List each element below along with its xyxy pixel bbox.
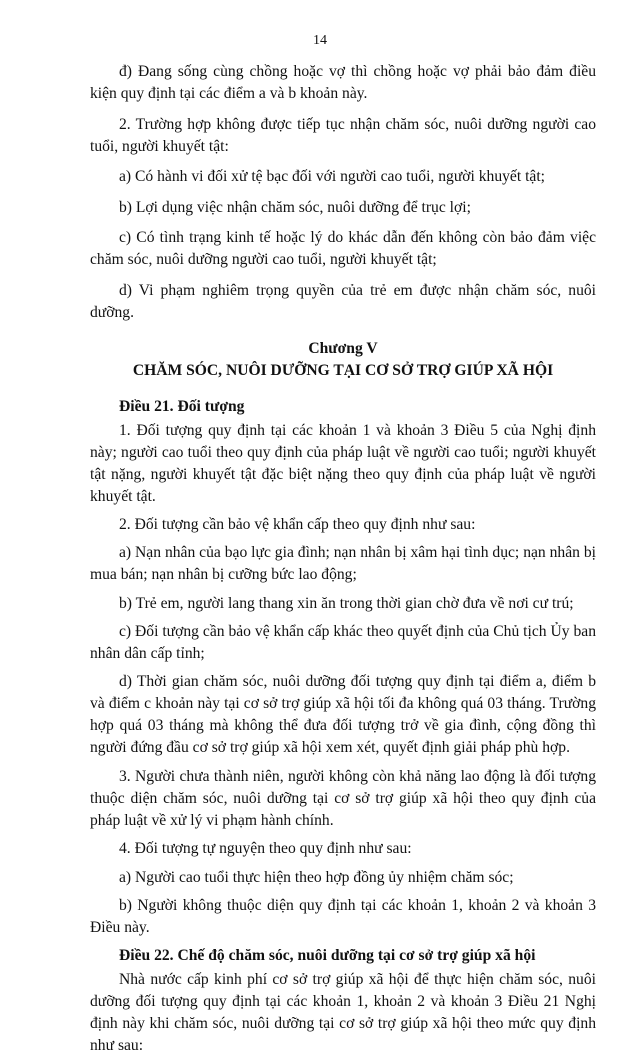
paragraph: Nhà nước cấp kinh phí cơ sở trợ giúp xã hội để thực hiện chăm sóc, nuôi dưỡng đối tượng quy định tại các khoản 1, khoản 2 và khoản 3 Điều 21 Nghị định này khi chăm sóc, nuôi dưỡng tại cơ sở trợ giúp xã hội theo mức quy định như sau: <box>90 971 596 1055</box>
paragraph: a) Có hành vi đối xử tệ bạc đối với người cao tuổi, người khuyết tật; <box>119 168 546 185</box>
paragraph: 2. Đối tượng cần bảo vệ khẩn cấp theo quy định như sau: <box>119 515 476 533</box>
document-body <box>90 61 596 1064</box>
paragraph: 2. Trường hợp không được tiếp tục nhận chăm sóc, nuôi dưỡng người cao tuổi, người khuyết tật: <box>90 115 596 155</box>
paragraph: đ) Đang sống cùng chồng hoặc vợ thì chồng hoặc vợ phải bảo đảm điều kiện quy định tại các điểm a và b khoản này. <box>90 63 596 102</box>
paragraph: b) Lợi dụng việc nhận chăm sóc, nuôi dưỡng để trục lợi; <box>119 198 471 216</box>
paragraph: d) Thời gian chăm sóc, nuôi dưỡng đối tượng quy định tại điểm a, điểm b và điểm c khoản này tại cơ sở trợ giúp xã hội tối đa không quá 03 tháng. Trường hợp quá 03 tháng mà không thể đưa đối tượng trở về gia đình, cộng đồng thì người đứng đầu cơ sở trợ giúp xã hội xem xét, quyết định giải pháp phù hợp. <box>90 673 596 757</box>
paragraph: c) Đối tượng cần bảo vệ khẩn cấp khác theo quyết định của Chủ tịch Ủy ban nhân dân cấp tỉnh; <box>90 623 596 663</box>
paragraph: d) Vi phạm nghiêm trọng quyền của trẻ em được nhận chăm sóc, nuôi dưỡng. <box>90 281 596 321</box>
paragraph: a) Nạn nhân của bạo lực gia đình; nạn nhân bị xâm hại tình dục; nạn nhân bị mua bán; nạn nhân bị cưỡng bức lao động; <box>90 544 596 584</box>
paragraph: 4. Đối tượng tự nguyện theo quy định như sau: <box>119 840 412 858</box>
paragraph: a) Người cao tuổi thực hiện theo hợp đồng ủy nhiệm chăm sóc; <box>119 868 514 886</box>
paragraph: 3. Người chưa thành niên, người không còn khả năng lao động là đối tượng thuộc diện chăm sóc, nuôi dưỡng tại cơ sở trợ giúp xã hội theo quy định của pháp luật về xử lý vi phạm hành chính. <box>90 767 596 829</box>
chapter-title: CHĂM SÓC, NUÔI DƯỠNG TẠI CƠ SỞ TRỢ GIÚP XÃ HỘI <box>132 361 554 379</box>
paragraph: 1. Đối tượng quy định tại các khoản 1 và khoản 3 Điều 5 của Nghị định này; người cao tuổi theo quy định của pháp luật về người cao tuổi; người khuyết tật nặng, người khuyết tật đặc biệt nặng theo quy định của pháp luật về người khuyết tật. <box>90 421 596 505</box>
chapter-number: Chương V <box>308 339 378 357</box>
article-heading: Điều 21. Đối tượng <box>119 397 245 415</box>
article-heading: Điều 22. Chế độ chăm sóc, nuôi dưỡng tại cơ sở trợ giúp xã hội <box>119 947 536 965</box>
paragraph: b) Trẻ em, người lang thang xin ăn trong thời gian chờ đưa về nơi cư trú; <box>119 594 574 612</box>
paragraph: b) Người không thuộc diện quy định tại các khoản 1, khoản 2 và khoản 3 Điều này. <box>90 897 596 937</box>
page-number: 14 <box>313 33 327 48</box>
paragraph: c) Có tình trạng kinh tế hoặc lý do khác dẫn đến không còn bảo đảm việc chăm sóc, nuôi dưỡng người cao tuổi, người khuyết tật; <box>90 229 596 268</box>
